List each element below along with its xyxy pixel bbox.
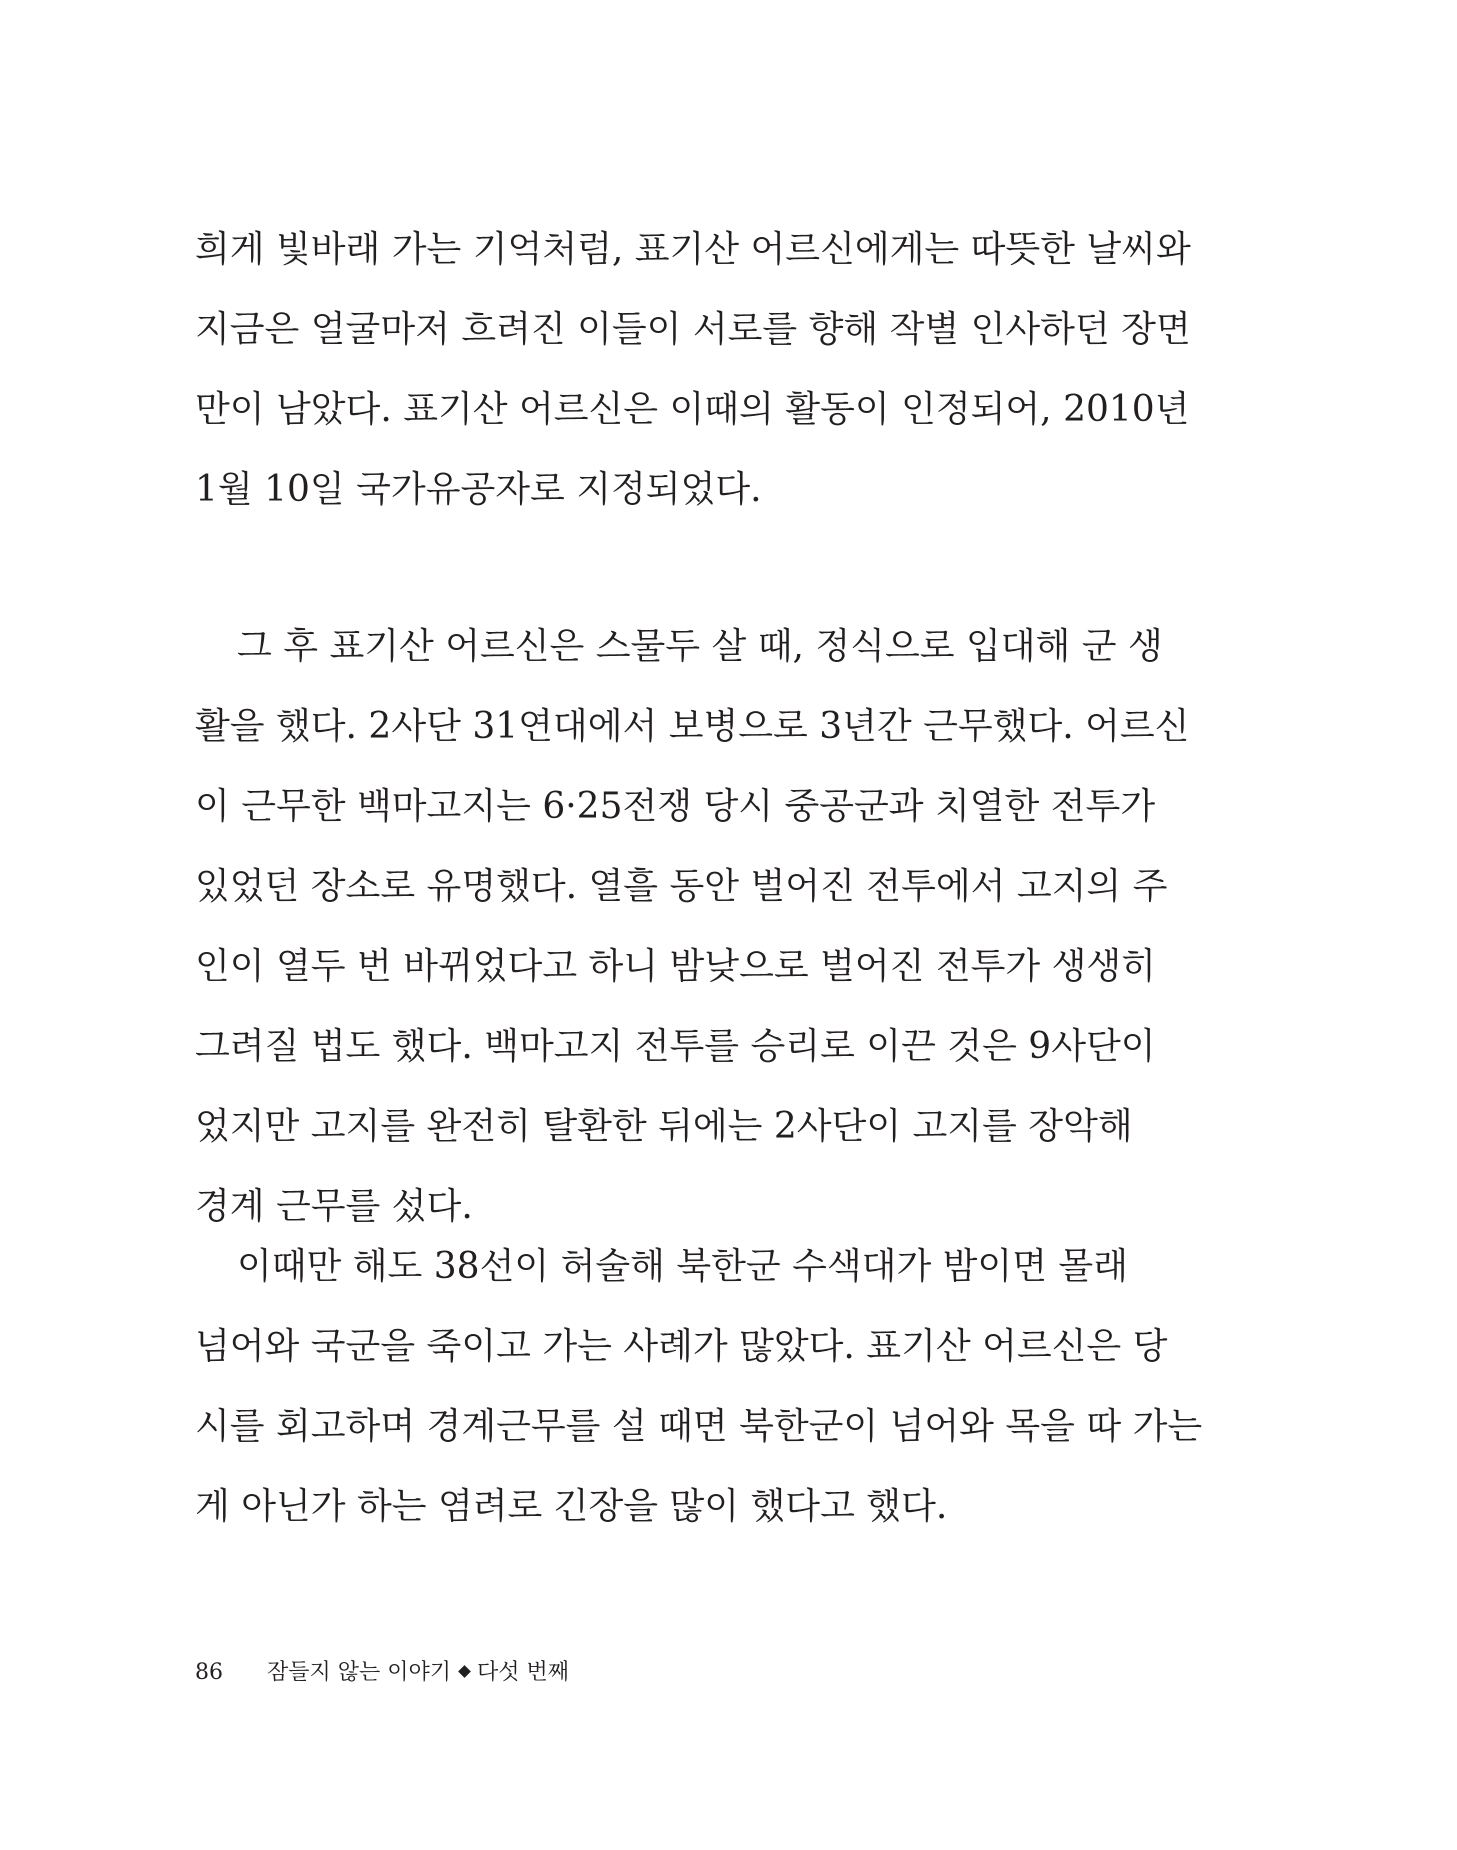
text-line: 만이 남았다. 표기산 어르신은 이때의 활동이 인정되어, 2010년	[195, 389, 1190, 430]
text-line: 희게 빛바래 가는 기억처럼, 표기산 어르신에게는 따뜻한 날씨와	[195, 229, 1191, 270]
paragraph-3	[195, 1227, 1203, 1547]
diamond-icon	[458, 1665, 471, 1678]
paragraph-2	[195, 607, 1190, 1247]
text-line: 게 아닌가 하는 염려로 긴장을 많이 했다고 했다.	[195, 1486, 948, 1527]
text-line: 그 후 표기산 어르신은 스물두 살 때, 정식으로 입대해 군 생	[237, 626, 1163, 667]
text-line: 경계 근무를 섰다.	[195, 1186, 473, 1227]
text-line: 이 근무한 백마고지는 6·25전쟁 당시 중공군과 치열한 전투가	[195, 786, 1156, 827]
text-line: 이때만 해도 38선이 허술해 북한군 수색대가 밤이면 몰래	[237, 1246, 1128, 1287]
book-title: 잠들지 않는 이야기	[267, 1660, 452, 1685]
text-line: 인이 열두 번 바뀌었다고 하니 밤낮으로 벌어진 전투가 생생히	[195, 946, 1156, 987]
page-number: 86	[195, 1660, 223, 1685]
text-line: 었지만 고지를 완전히 탈환한 뒤에는 2사단이 고지를 장악해	[195, 1106, 1133, 1147]
text-line: 시를 회고하며 경계근무를 설 때면 북한군이 넘어와 목을 따 가는	[195, 1406, 1203, 1447]
text-line: 활을 했다. 2사단 31연대에서 보병으로 3년간 근무했다. 어르신	[195, 706, 1190, 747]
text-line: 그려질 법도 했다. 백마고지 전투를 승리로 이끈 것은 9사단이	[195, 1026, 1156, 1067]
text-line: 넘어와 국군을 죽이고 가는 사례가 많았다. 표기산 어르신은 당	[195, 1326, 1168, 1367]
paragraph-1	[195, 210, 1191, 530]
text-line: 있었던 장소로 유명했다. 열흘 동안 벌어진 전투에서 고지의 주	[195, 866, 1168, 907]
text-line: 지금은 얼굴마저 흐려진 이들이 서로를 향해 작별 인사하던 장면	[195, 309, 1191, 350]
page-footer	[195, 1655, 569, 1686]
text-line: 1월 10일 국가유공자로 지정되었다.	[195, 469, 762, 510]
chapter-label: 다섯 번째	[477, 1660, 570, 1685]
